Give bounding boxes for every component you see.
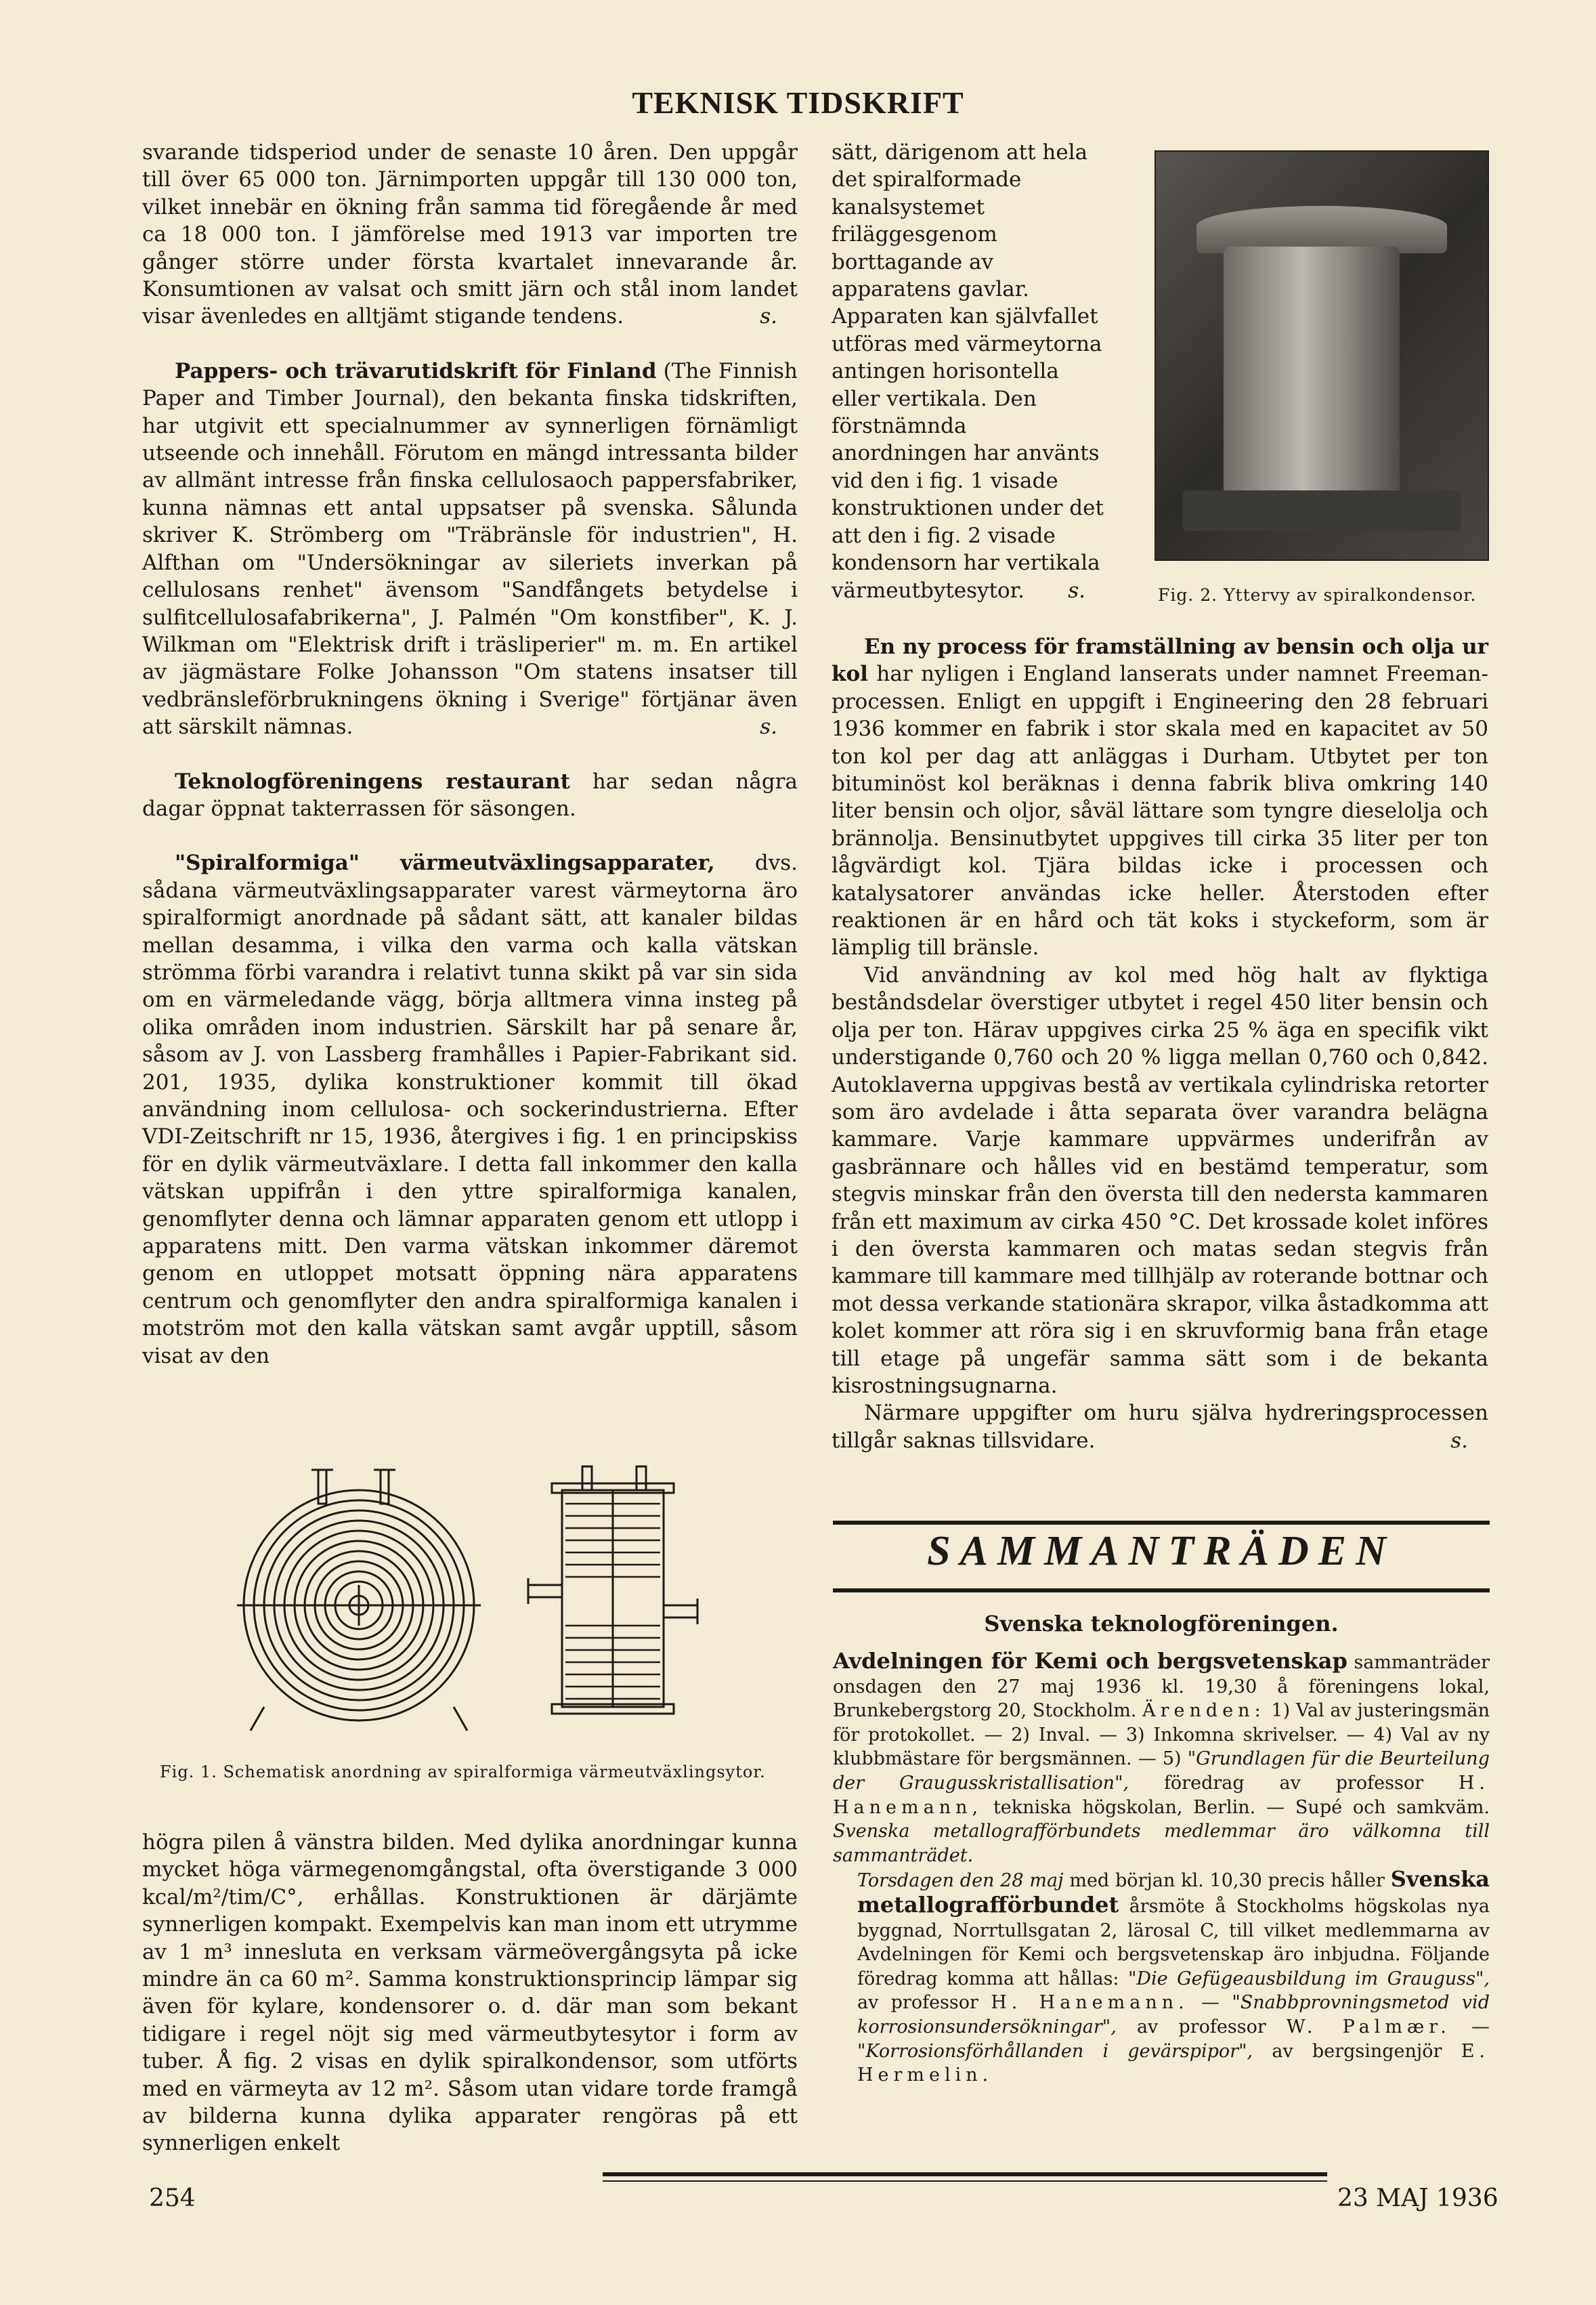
meeting-notice-kemi: Avdelningen för Kemi och bergsvetenskap sammanträder onsdagen den 27 maj 1936 kl. 19,30 å föreningens lokal, Brunkebergstorg 20, Stockholm. Ärenden: 1) Val av justeringsmän för protokollet. — 2) Inval. — 3) Inkomna skrivelser. — 4) Val av ny klubbmästare för bergsmännen. — 5) "Grundlagen für die Beurteilung der Graugusskristallisation", föredrag av professor H. Hanemann, tekniska högskolan, Berlin. — Supé och samkväm. Svenska metallografförbundets medlemmar äro välkomna till sammanträdet. (833, 1648, 1490, 1866)
right-column-main (832, 633, 1488, 1454)
journal-header: TEKNISK TIDSKRIFT (632, 85, 964, 120)
right-column-top-narrow (832, 139, 1106, 604)
article-hydrogenation: Närmare uppgifter om huru själva hydreringsprocessen tillgår saknas tillsvidare. s. (832, 1401, 1488, 1453)
left-column-top (142, 139, 798, 1370)
left-column-bottom (142, 1829, 798, 2157)
article-heat-exchanger-end: sätt, därigenom att hela det spiralformade kanalsystemet friläggesgenom borttagande av apparatens gavlar. Apparaten kan självfallet utföras med värmeytorna antingen horisontella eller vertikala. Den förstnämnda anordningen har använts vid den i fig. 1 visade konstruktionen under det att den i fig. 2 visade kondensorn har vertikala värmeutbytesytor. s. (832, 140, 1104, 603)
sammantraden-title: SAMMANTRÄDEN (927, 1528, 1396, 1574)
section-rule-bottom (833, 1588, 1490, 1592)
fig1-schematic-drawing (223, 1463, 752, 1734)
meeting-notice-metallograf: Torsdagen den 28 maj med början kl. 10,30 precis håller Svenska metallografförbundet årsmöte å Stockholms högskolas nya byggnad, Norrtullsgatan 2, lärosal C, till vilket medlemmarna av Avdelningen för Kemi och bergsvetenskap äro inbjudna. Följande föredrag komma att hållas: "Die Gefügeausbildung im Grauguss", av professor H. Hanemann. — "Snabbprovningsmetod vid korrosionsundersökningar", av professor W. Palmær. — "Korrosionsförhållanden i gevärspipor", av bergsingenjör E. Hermelin. (857, 1866, 1490, 2086)
article-heading: Pappers- och trävarutidskrift för Finland (175, 358, 657, 383)
article-iron-import: svarande tidsperiod under de senaste 10 åren. Den uppgår till över 65 000 ton. Järnimporten uppgår till 130 000 ton, vilket innebär en ökning från samma tid föregående år med ca 18 000 ton. I jämförelse med 1913 var importen tre gånger större under första kvartalet innevarande år. Konsumtionen av valsat och smitt järn och stål inom landet visar ävenledes en alltjämt stigande tendens. s. (142, 140, 798, 329)
article-heading: Teknologföreningens restaurant (175, 769, 570, 794)
fig2-caption: Fig. 2. Yttervy av spiralkondensor. (1158, 585, 1477, 605)
fig2-spiral-condenser-photo (1155, 150, 1489, 561)
footer-rule-thin (603, 2180, 1327, 2182)
article-heading: "Spiralformiga" värmeutväxlingsapparater, (175, 851, 715, 876)
section-rule-top (833, 1521, 1490, 1525)
org-heading-teknologforeningen: Svenska teknologföreningen. (984, 1611, 1339, 1636)
article-restaurant: Teknologföreningens restaurant har sedan några dagar öppnat takterrassen för säsongen. (142, 769, 798, 821)
article-coal-process: En ny process för framställning av bensin och olja ur kol har nyligen i England lanserats under namnet Freeman-processen. Enligt en uppgift i Engineering den 28 februari 1936 kommer en fabrik i stor skala med en kapacitet av 50 ton kol per dag att anläggas i Durham. Utbytet per ton bituminöst kol beräknas i denna fabrik bliva omkring 140 liter bensin och oljor, såväl lättare som tyngre dieselolja och brännolja. Bensinutbytet uppgives till cirka 35 liter per ton lågvärdigt kol. Tjära bildas icke i processen och katalysatorer användas icke heller. Återstoden efter reaktionen är en hård och tät koks i styckeform, som är lämplig till bränsle. (832, 635, 1488, 960)
article-paper-journal: Pappers- och trävarutidskrift för Finland (The Finnish Paper and Timber Journal), den bekanta finska tidskriften, har utgivit ett specialnummer av synnerligen förnämligt utseende och innehåll. Förutom en mängd intressanta bilder av allmänt intresse från finska cellulosaoch pappersfabriker, kunna nämnas ett antal uppsatser på svenska. Sålunda skriver K. Strömberg om "Träbränsle för industrien", H. Alfthan om "Undersökningar av sileriets inverkan på cellulosans renhet" ävensom "Sandfångets betydelse i sulfitcellulosafabrikerna", J. Palmén "Om konstfiber", K. J. Wilkman om "Elektrisk drift i träsliperier" m. m. En artikel av jägmästare Folke Johansson "Om statens insatser till vedbränsleförbrukningens ökning i Sverige" förtjänar även att särskilt nämnas. s. (142, 358, 798, 740)
meeting-notices (833, 1649, 1490, 2088)
article-heat-exchanger-continued: högra pilen å vänstra bilden. Med dylika anordningar kunna mycket höga värmegenomgångstal, ofta överstigande 3 000 kcal/m²/tim/C°, erhållas. Konstruktionen är därjämte synnerligen kompakt. Exempelvis kan man inom ett utrymme av 1 m³ innesluta en verksam värmeövergångsyta på icke mindre än ca 60 m². Samma konstruktionsprincip lämpar sig även för kylare, kondensorer o. d. där man som bekant tidigare i regel nöjt sig med värmeutbytesytor i form av tuber. Å fig. 2 visas en dylik spiralkondensor, som utförts med en värmeyta av 12 m². Såsom utan vidare torde framgå av bilderna kunna dylika apparater rengöras på ett synnerligen enkelt (142, 1830, 798, 2156)
page-number: 254 (149, 2184, 196, 2212)
issue-date: 23 MAJ 1936 (1337, 2184, 1498, 2212)
article-heading: En ny process för framställning av bensin och olja ur kol (832, 635, 1488, 687)
article-coal-yield: Vid användning av kol med hög halt av flyktiga beståndsdelar överstiger utbytet i regel 450 liter bensin och olja per ton. Härav uppgives cirka 25 % äga en specifik vikt understigande 0,760 och 20 % ligga mellan 0,760 och 0,842. Autoklaverna uppgivas bestå av vertikala cylindriska retorter som äro avdelade i åtta separata över varandra belägna kammare. Varje kammare uppvärmes underifrån av gasbrännare och hålles vid en bestämd temperatur, som stegvis minskar från den översta till den nedersta kammaren från ett maximum av cirka 450 °C. Det krossade kolet införes i den översta kammaren och matas sedan stegvis från kammare till kammare med tillhjälp av roterande bottnar och mot dessa verkande stationära skrapor, vilka åstadkomma att kolet kommer att röra sig i en skruvformig bana från etage till etage på ungefär samma sätt som i de bekanta kisrostningsugnarna. (832, 963, 1488, 1398)
footer-rule-thick (603, 2172, 1327, 2176)
article-heat-exchanger: "Spiralformiga" värmeutväxlingsapparater, dvs. sådana värmeutväxlingsapparater varest värmeytorna äro spiralformigt anordnade på sådant sätt, att kanaler bildas mellan desamma, i vilka den varma och kalla vätskan strömma förbi varandra i relativt tunna skikt på var sin sida om en värmeledande vägg, börja alltmera vinna insteg på olika områden inom industrien. Särskilt har på senare år, såsom av J. von Lassberg framhålles i Papier-Fabrikant sid. 201, 1935, dylika konstruktioner kommit till ökad användning inom cellulosa- och sockerindustrierna. Efter VDI-Zeitschrift nr 15, 1936, återgives i fig. 1 en principskiss för en dylik värmeutväxlare. I detta fall inkommer den kalla vätskan uppifrån i den yttre spiralformiga kanalen, genomflyter denna och lämnar apparaten genom ett utlopp i apparatens mitt. Den varma vätskan inkommer däremot genom en utloppet motsatt öppning nära apparatens centrum och genomflyter den andra spiralformiga kanalen i motström mot den kalla vätskan samt avgår upptill, såsom visat av den (142, 851, 798, 1368)
fig1-caption: Fig. 1. Schematisk anordning av spiralformiga värmeutväxlingsytor. (160, 1762, 766, 1781)
